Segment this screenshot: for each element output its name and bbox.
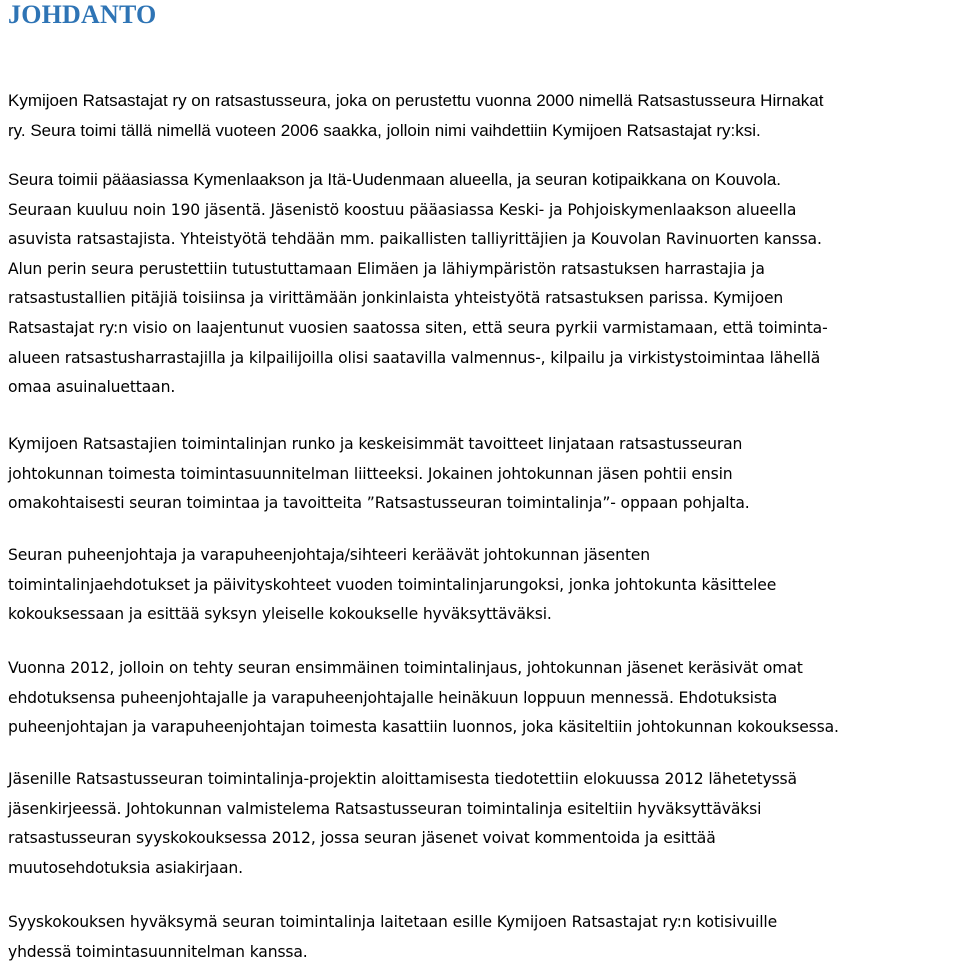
- paragraph-line: johtokunnan toimesta toimintasuunnitelman liitteeksi. Jokainen johtokunnan jäsen pohtii ensin: [8, 464, 733, 483]
- paragraph-3: [8, 430, 750, 519]
- paragraph-line: omakohtaisesti seuran toimintaa ja tavoitteita ”Ratsastusseuran toimintalinja”- oppaan pohjalta.: [8, 494, 750, 513]
- paragraph-line: kokouksessaan ja esittää syksyn yleiselle kokoukselle hyväksyttäväksi.: [8, 605, 552, 624]
- paragraph-line: Kymijoen Ratsastajat ry on ratsastusseura, joka on perustettu vuonna 2000 nimellä Ratsastusseura Hirnakat: [8, 91, 824, 110]
- paragraph-6: [8, 765, 797, 883]
- paragraph-line: ratsastustallien pitäjiä toisiinsa ja virittämään jonkinlaista yhteistyötä ratsastuksen parissa. Kymijoen: [8, 289, 784, 308]
- paragraph-line: Ratsastajat ry:n visio on laajentunut vuosien saatossa siten, että seura pyrkii varmistamaan, että toiminta-: [8, 318, 828, 337]
- paragraph-4: [8, 541, 776, 630]
- paragraph-7: [8, 908, 777, 967]
- paragraph-line: Seura toimii pääasiassa Kymenlaakson ja Itä-Uudenmaan alueella, ja seuran kotipaikkana on Kouvola.: [8, 170, 782, 189]
- paragraph-line: omaa asuinaluettaan.: [8, 378, 176, 397]
- paragraph-line: Syyskokouksen hyväksymä seuran toimintalinja laitetaan esille Kymijoen Ratsastajat ry:n kotisivuille: [8, 913, 778, 931]
- paragraph-1: [8, 86, 824, 145]
- paragraph-line: alueen ratsastusharrastajilla ja kilpailijoilla olisi saatavilla valmennus-, kilpailu ja virkistystoimintaa lähellä: [8, 348, 821, 367]
- paragraph-line: toimintalinjaehdotukset ja päivityskohteet vuoden toimintalinjarungoksi, jonka johtokunta käsittelee: [8, 575, 777, 594]
- paragraph-line: yhdessä toimintasuunnitelman kanssa.: [8, 942, 308, 961]
- paragraph-line: Jäsenille Ratsastusseuran toimintalinja-projektin aloittamisesta tiedotettiin elokuussa 2012 lähetetyssä: [8, 770, 797, 788]
- paragraph-line: asuvista ratsastajista. Yhteistyötä tehdään mm. paikallisten talliyrittäjien ja Kouvolan Ravinuorten kanssa.: [8, 230, 822, 249]
- paragraph-line: Kymijoen Ratsastajien toimintalinjan runko ja keskeisimmät tavoitteet linjataan ratsastusseuran: [8, 435, 743, 453]
- paragraph-line: muutosehdotuksia asiakirjaan.: [8, 858, 243, 877]
- paragraph-line: Seuran puheenjohtaja ja varapuheenjohtaja/sihteeri keräävät johtokunnan jäsenten: [8, 546, 650, 564]
- paragraph-2: [8, 165, 828, 403]
- paragraph-line: ry. Seura toimi tällä nimellä vuoteen 2006 saakka, jolloin nimi vaihdettiin Kymijoen Ratsastajat ry:ksi.: [8, 120, 761, 140]
- paragraph-line: Seuraan kuuluu noin 190 jäsentä. Jäsenistö koostuu pääasiassa Keski- ja Pohjoiskymenlaakson alueella: [8, 200, 797, 219]
- paragraph-line: Alun perin seura perustettiin tutustuttamaan Elimäen ja lähiympäristön ratsastuksen harrastajia ja: [8, 259, 765, 278]
- paragraph-line: ratsastusseuran syyskokouksessa 2012, jossa seuran jäsenet voivat kommentoida ja esittää: [8, 829, 716, 848]
- paragraph-line: ehdotuksensa puheenjohtajalle ja varapuheenjohtajalle heinäkuun loppuun mennessä. Ehdotuksista: [8, 688, 778, 707]
- page-title: JOHDANTO: [8, 0, 157, 29]
- paragraph-5: [8, 654, 839, 743]
- paragraph-line: Vuonna 2012, jolloin on tehty seuran ensimmäinen toimintalinjaus, johtokunnan jäsenet keräsivät omat: [8, 659, 803, 677]
- paragraph-line: puheenjohtajan ja varapuheenjohtajan toimesta kasattiin luonnos, joka käsiteltiin johtokunnan kokouksessa.: [8, 718, 839, 737]
- paragraph-line: jäsenkirjeessä. Johtokunnan valmistelema Ratsastusseuran toimintalinja esiteltiin hyväksyttäväksi: [8, 799, 762, 818]
